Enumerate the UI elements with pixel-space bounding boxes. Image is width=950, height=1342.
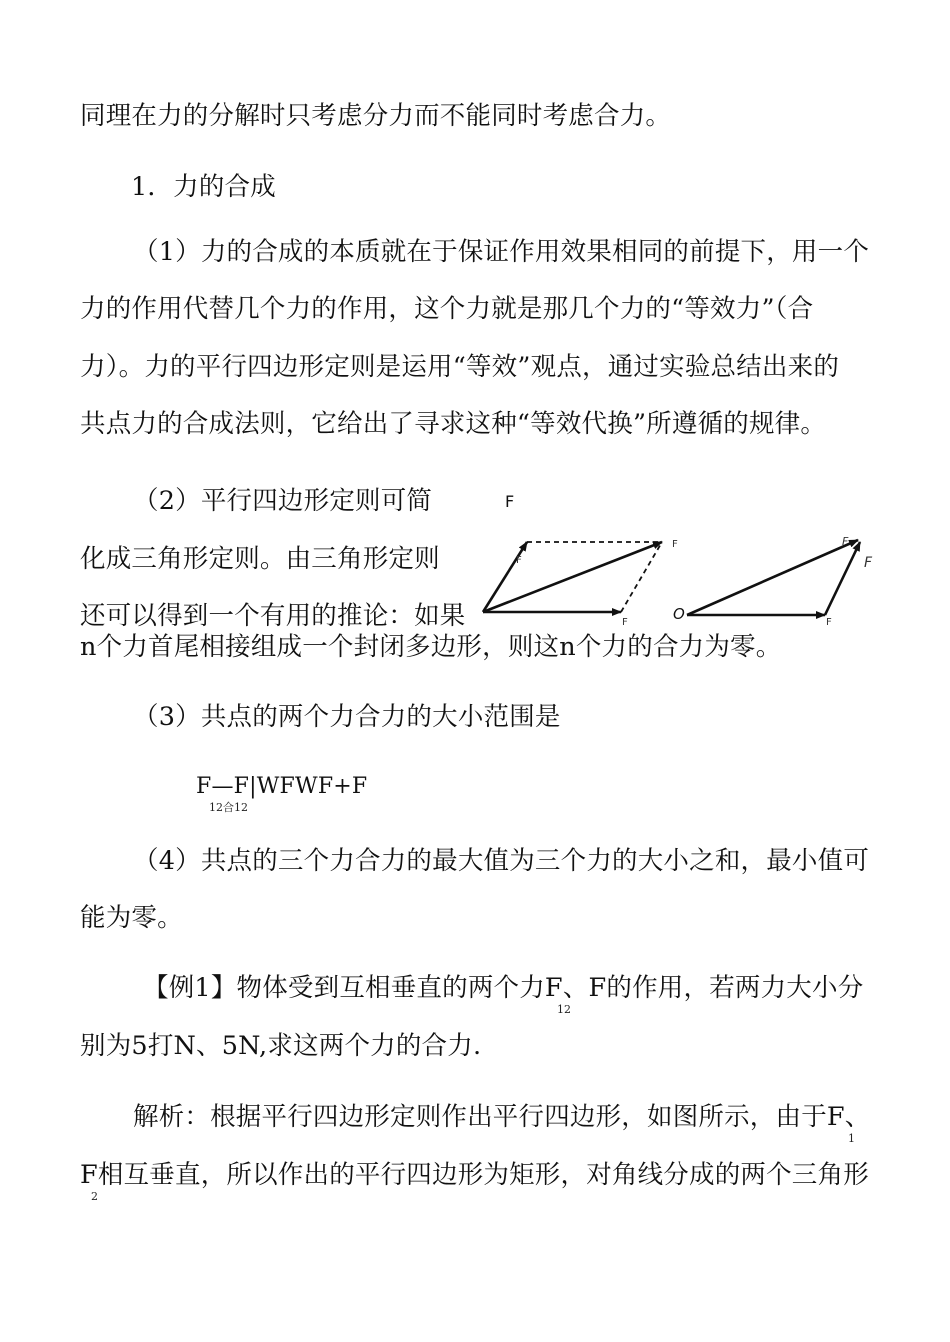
paragraph-line-8: 化成三角形定则。由三角形定则 <box>80 544 440 574</box>
figure-label-right-2: F <box>864 555 873 571</box>
triangle-diagram <box>687 540 860 615</box>
triangle-resultant <box>687 540 858 615</box>
paragraph-line-7: （2）平行四边形定则可简 <box>133 486 433 516</box>
figure-label-left-2: F <box>672 539 678 550</box>
solution-subscript-2: 2 <box>91 1190 98 1203</box>
section-heading: 1．力的合成 <box>131 172 276 202</box>
paragraph-line-11: （3）共点的两个力合力的大小范围是 <box>133 702 561 732</box>
solution-subscript-1: 1 <box>848 1132 855 1145</box>
dashed-side-right <box>621 542 662 612</box>
example-line-1: 【例1】物体受到互相垂直的两个力F、F的作用，若两力大小分 <box>143 973 864 1003</box>
paragraph-line-9: 还可以得到一个有用的推论：如果 <box>80 601 466 631</box>
figure-label-right-1: F <box>842 535 849 548</box>
paragraph-line-13: （4）共点的三个力合力的最大值为三个力的大小之和，最小值可 <box>133 846 870 876</box>
formula-subscripts: 12合12 <box>209 801 248 814</box>
figure-label-left-3: F <box>622 617 628 625</box>
solution-line-1: 解析：根据平行四边形定则作出平行四边形，如图所示，由于F、 <box>133 1102 871 1132</box>
solution-line-2: F相互垂直，所以作出的平行四边形为矩形，对角线分成的两个三角形 <box>80 1160 869 1190</box>
figure-label-right-3: F <box>826 617 832 625</box>
figure-label-origin: O <box>673 605 685 623</box>
force-range-formula: F—F|WFWF+F <box>196 774 368 799</box>
example-subscripts: 12 <box>557 1003 571 1016</box>
figure-label-top: F <box>505 492 515 511</box>
paragraph-line-10: n个力首尾相接组成一个封闭多边形，则这n个力的合力为零。 <box>80 632 782 662</box>
paragraph-line-4: 力的作用代替几个力的作用，这个力就是那几个力的“等效力”（合 <box>80 294 814 324</box>
figure-label-left-1: F <box>516 555 522 566</box>
paragraph-line-1: 同理在力的分解时只考虑分力而不能同时考虑合力。 <box>80 101 672 131</box>
paragraph-line-3: （1）力的合成的本质就在于保证作用效果相同的前提下，用一个 <box>133 237 870 267</box>
parallelogram-diagram <box>483 542 662 612</box>
resultant-vector <box>483 542 662 612</box>
paragraph-line-14: 能为零。 <box>80 903 183 933</box>
example-line-2: 别为5打N、5N,求这两个力的合力. <box>80 1031 482 1061</box>
force-diagrams <box>470 485 890 625</box>
force-vector-f1 <box>483 542 527 612</box>
paragraph-line-5: 力）。力的平行四边形定则是运用“等效”观点，通过实验总结出来的 <box>80 352 840 382</box>
paragraph-line-6: 共点力的合成法则，它给出了寻求这种“等效代换”所遵循的规律。 <box>80 409 827 439</box>
